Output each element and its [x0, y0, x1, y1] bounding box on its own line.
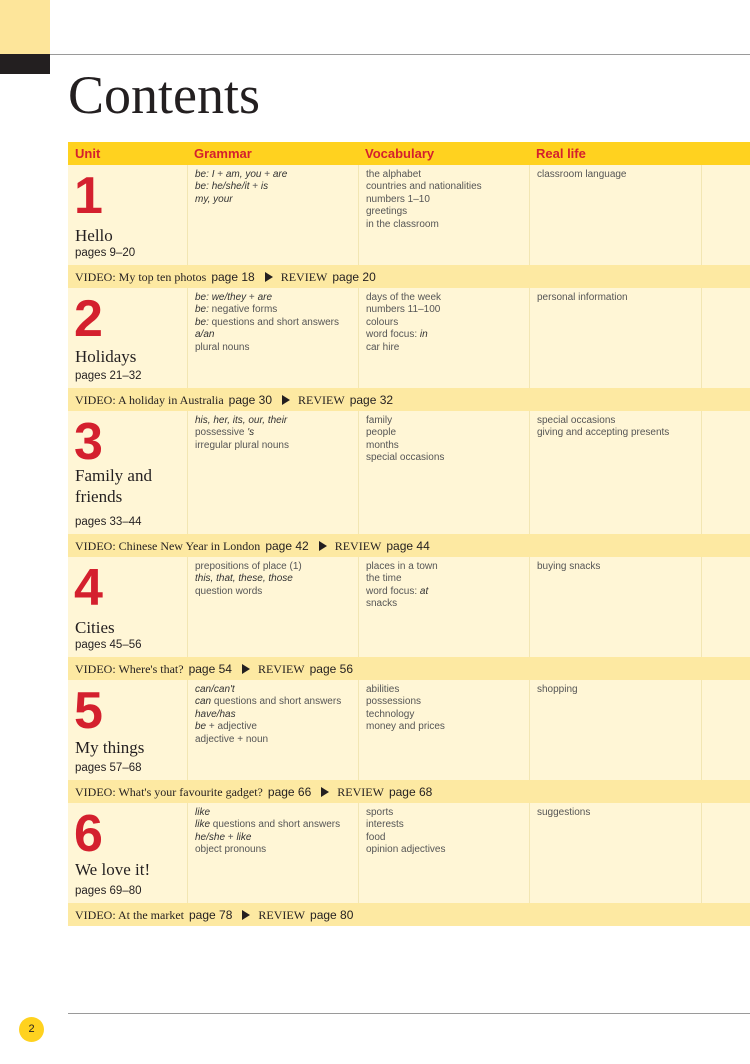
- column-cell: [358, 680, 530, 780]
- grammar-text: like: [195, 819, 211, 831]
- grammar-list: [195, 684, 355, 746]
- review-page: page 68: [388, 785, 433, 799]
- vocabulary-text: days of the week: [366, 292, 442, 303]
- corner-tab-dark: [0, 54, 50, 74]
- video-row: [68, 780, 750, 803]
- column-cell: [358, 557, 530, 657]
- grammar-text: +: [225, 831, 237, 843]
- play-triangle-icon: [321, 787, 329, 797]
- real_life-list: [537, 169, 698, 181]
- review-label: REVIEW: [337, 785, 384, 799]
- video-line: [75, 908, 353, 923]
- grammar-item: [195, 304, 355, 316]
- grammar-item: [195, 169, 355, 181]
- vocabulary-list: [366, 292, 526, 354]
- unit-block: [68, 411, 750, 534]
- real_life-list: [537, 292, 698, 304]
- column-cell: [358, 165, 530, 265]
- unit-name: My things: [75, 738, 145, 757]
- column-cell: [187, 165, 359, 265]
- grammar-list: [195, 561, 355, 598]
- column-cell: [187, 288, 359, 388]
- unit-block: [68, 680, 750, 780]
- grammar-text: like: [236, 831, 252, 843]
- unit-name: Holidays: [75, 347, 137, 366]
- review-page: page 56: [309, 662, 354, 676]
- grammar-text: I: [211, 169, 215, 180]
- vocabulary-list: [366, 415, 526, 465]
- unit-pages: pages 33–44: [75, 516, 142, 528]
- grammar-item: [195, 194, 355, 206]
- play-triangle-icon: [242, 664, 250, 674]
- grammar-text: negative forms: [208, 304, 278, 316]
- grammar-item: [195, 844, 355, 856]
- grammar-item: [195, 734, 355, 746]
- unit-number: 1: [74, 167, 103, 225]
- vocabulary-text: places in a town: [366, 561, 438, 572]
- column-cell: [187, 411, 359, 534]
- vocabulary-item: sports: [366, 807, 394, 818]
- header-unit: Unit: [75, 146, 101, 161]
- grammar-text: +: [246, 292, 258, 303]
- video-row: [68, 903, 750, 926]
- vocabulary-item: family: [366, 415, 393, 426]
- grammar-text: +: [261, 169, 273, 180]
- real_life-list: [537, 807, 698, 819]
- grammar-text: be: [195, 721, 207, 733]
- grammar-item: [195, 832, 355, 844]
- column-cell: [187, 680, 359, 780]
- unit-pages: pages 57–68: [75, 762, 142, 774]
- vocabulary-item: interests: [366, 819, 404, 831]
- real_life-item: shopping: [537, 684, 578, 695]
- grammar-text: +: [214, 169, 226, 180]
- grammar-text: + adjective: [206, 721, 257, 733]
- grammar-text: irregular plural nouns: [195, 439, 289, 451]
- real_life-item: buying snacks: [537, 561, 601, 572]
- unit-name: Hello: [75, 226, 113, 245]
- grammar-text: have/has: [195, 708, 236, 720]
- grammar-text: we/they: [211, 292, 247, 303]
- video-title: VIDEO: Where's that?: [75, 662, 184, 676]
- column-cell: [529, 680, 702, 780]
- video-title: VIDEO: What's your favourite gadget?: [75, 785, 263, 799]
- vocabulary-item: [366, 561, 526, 573]
- vocabulary-item: opinion adjectives: [366, 844, 446, 856]
- unit-pages: pages 45–56: [75, 639, 142, 651]
- vocabulary-text: snacks: [366, 598, 398, 610]
- grammar-text: prepositions of place (1): [195, 561, 302, 572]
- table-header: [68, 142, 750, 165]
- play-triangle-icon: [282, 395, 290, 405]
- grammar-item: [195, 181, 355, 193]
- video-page: page 30: [228, 393, 273, 407]
- page-title: Contents: [68, 65, 261, 125]
- grammar-text: this, that, these, those: [195, 573, 293, 585]
- grammar-text: he/she: [195, 831, 226, 843]
- grammar-item: [195, 709, 355, 721]
- grammar-list: [195, 415, 355, 452]
- video-row: [68, 657, 750, 680]
- grammar-text: my, your: [195, 193, 233, 205]
- vocabulary-list: [366, 561, 526, 611]
- unit-pages: pages 69–80: [75, 885, 142, 897]
- unit-number: 5: [74, 682, 103, 740]
- grammar-text: his, her, its, our, their: [195, 415, 288, 426]
- video-line: [75, 539, 430, 554]
- real_life-item: classroom language: [537, 169, 627, 180]
- unit-name: Cities: [75, 618, 115, 637]
- vocabulary-item: [366, 573, 526, 585]
- vocabulary-item: [366, 342, 526, 354]
- review-page: page 80: [310, 908, 354, 922]
- unit-block: [68, 165, 750, 265]
- bottom-divider: [68, 1013, 750, 1014]
- grammar-text: plural nouns: [195, 341, 250, 353]
- play-triangle-icon: [265, 272, 273, 282]
- unit-pages: pages 9–20: [75, 247, 136, 259]
- vocabulary-item: [366, 317, 526, 329]
- column-cell: [701, 680, 750, 780]
- vocabulary-text: the time: [366, 573, 402, 585]
- grammar-list: [195, 292, 355, 354]
- real_life-list: [537, 415, 698, 440]
- column-cell: [358, 288, 530, 388]
- vocabulary-item: money and prices: [366, 721, 445, 733]
- review-label: REVIEW: [298, 393, 345, 407]
- contents-table: [68, 142, 750, 926]
- play-triangle-icon: [319, 541, 327, 551]
- real_life-item: giving and accepting presents: [537, 427, 670, 439]
- grammar-text: be:: [195, 304, 209, 316]
- vocabulary-text: numbers 11–100: [366, 304, 441, 316]
- column-cell: [358, 411, 530, 534]
- column-cell: [701, 557, 750, 657]
- grammar-text: be:: [195, 292, 209, 303]
- grammar-text: question words: [195, 585, 263, 597]
- column-cell: [529, 803, 702, 903]
- grammar-text: 's: [247, 427, 255, 439]
- column-cell: [701, 803, 750, 903]
- vocabulary-item: greetings: [366, 206, 408, 218]
- play-triangle-icon: [242, 910, 250, 920]
- real_life-list: [537, 561, 698, 573]
- grammar-item: [195, 721, 355, 733]
- grammar-text: object pronouns: [195, 844, 267, 856]
- unit-name: Family and friends: [75, 466, 152, 506]
- vocabulary-text: word focus:: [366, 585, 420, 597]
- review-label: REVIEW: [334, 539, 382, 553]
- vocabulary-item: special occasions: [366, 452, 445, 464]
- grammar-text: questions and short answers: [208, 316, 339, 328]
- real_life-list: [537, 684, 698, 696]
- grammar-item: [195, 586, 355, 598]
- grammar-item: [195, 427, 355, 439]
- grammar-item: [195, 292, 355, 304]
- grammar-text: are: [257, 292, 273, 303]
- vocabulary-item: countries and nationalities: [366, 181, 482, 193]
- vocabulary-list: [366, 684, 526, 734]
- vocabulary-item: months: [366, 439, 399, 451]
- header-real-life: Real life: [536, 146, 586, 161]
- vocabulary-list: [366, 169, 526, 231]
- video-row: [68, 388, 750, 411]
- vocabulary-item: in the classroom: [366, 218, 439, 230]
- vocabulary-item: abilities: [366, 684, 400, 695]
- vocabulary-item: numbers 1–10: [366, 193, 430, 205]
- vocabulary-text: in: [419, 329, 428, 341]
- real_life-item: suggestions: [537, 807, 591, 818]
- grammar-text: be:: [195, 169, 209, 180]
- grammar-text: is: [260, 181, 269, 193]
- video-page: page 42: [265, 539, 309, 553]
- video-row: [68, 265, 750, 288]
- grammar-text: adjective + noun: [195, 733, 269, 745]
- grammar-text: a/an: [195, 329, 215, 341]
- column-cell: [701, 165, 750, 265]
- review-label: REVIEW: [257, 662, 305, 676]
- video-page: page 18: [211, 270, 255, 284]
- top-divider: [50, 54, 750, 55]
- vocabulary-item: [366, 292, 526, 304]
- grammar-text: possessive: [195, 427, 248, 439]
- unit-pages: pages 21–32: [75, 370, 142, 382]
- video-page: page 66: [267, 785, 312, 799]
- column-cell: [187, 803, 359, 903]
- video-page: page 78: [188, 908, 233, 922]
- vocabulary-item: [366, 586, 526, 598]
- column-cell: [529, 411, 702, 534]
- video-row: [68, 534, 750, 557]
- unit-number: 2: [74, 290, 103, 348]
- grammar-text: he/she/it: [211, 181, 250, 193]
- review-label: REVIEW: [258, 908, 306, 922]
- column-cell: [701, 288, 750, 388]
- corner-tab-yellow: [0, 0, 50, 54]
- unit-block: [68, 803, 750, 903]
- video-line: [75, 785, 432, 800]
- video-line: [75, 393, 393, 408]
- header-grammar: Grammar: [194, 146, 252, 161]
- review-page: page 32: [349, 393, 394, 407]
- column-cell: [187, 557, 359, 657]
- unit-block: [68, 557, 750, 657]
- grammar-item: [195, 819, 355, 831]
- grammar-list: [195, 169, 355, 206]
- video-line: [75, 662, 353, 677]
- video-title: VIDEO: My top ten photos: [75, 270, 207, 284]
- unit-name: We love it!: [75, 860, 151, 879]
- grammar-item: [195, 807, 355, 819]
- review-page: page 44: [386, 539, 430, 553]
- vocabulary-item: technology: [366, 708, 415, 720]
- column-cell: [701, 411, 750, 534]
- column-cell: [529, 557, 702, 657]
- page-number: 2: [19, 1017, 44, 1042]
- video-page: page 54: [188, 662, 232, 676]
- grammar-list: [195, 807, 355, 857]
- grammar-text: can: [195, 696, 212, 708]
- grammar-text: questions and short answers: [210, 819, 341, 831]
- grammar-text: like: [195, 807, 211, 818]
- vocabulary-list: [366, 807, 526, 857]
- unit-number: 4: [74, 559, 103, 617]
- review-page: page 20: [332, 270, 376, 284]
- grammar-text: am, you: [225, 169, 262, 180]
- video-title: VIDEO: A holiday in Australia: [75, 393, 224, 407]
- unit-number: 3: [74, 413, 103, 471]
- vocabulary-text: car hire: [366, 341, 400, 353]
- column-cell: [529, 288, 702, 388]
- grammar-item: [195, 573, 355, 585]
- vocabulary-item: possessions: [366, 696, 422, 708]
- column-cell: [358, 803, 530, 903]
- vocabulary-item: food: [366, 831, 386, 843]
- vocabulary-text: at: [419, 585, 429, 597]
- grammar-text: can/can't: [195, 684, 235, 695]
- column-cell: [529, 165, 702, 265]
- grammar-item: [195, 684, 355, 696]
- vocabulary-item: the alphabet: [366, 169, 422, 180]
- real_life-item: personal information: [537, 292, 628, 303]
- real_life-item: special occasions: [537, 415, 616, 426]
- unit-block: [68, 288, 750, 388]
- grammar-text: be:: [195, 316, 209, 328]
- grammar-item: [195, 696, 355, 708]
- grammar-item: [195, 317, 355, 329]
- vocabulary-item: [366, 304, 526, 316]
- grammar-text: be:: [195, 181, 209, 193]
- grammar-item: [195, 415, 355, 427]
- vocabulary-text: word focus:: [366, 329, 420, 341]
- video-title: VIDEO: Chinese New Year in London: [75, 539, 261, 553]
- grammar-text: questions and short answers: [211, 696, 342, 708]
- grammar-item: [195, 440, 355, 452]
- grammar-text: +: [249, 181, 261, 193]
- grammar-item: [195, 561, 355, 573]
- grammar-item: [195, 329, 355, 341]
- vocabulary-item: [366, 598, 526, 610]
- grammar-item: [195, 342, 355, 354]
- header-vocabulary: Vocabulary: [365, 146, 435, 161]
- review-label: REVIEW: [280, 270, 328, 284]
- unit-number: 6: [74, 805, 103, 863]
- vocabulary-text: colours: [366, 316, 399, 328]
- video-line: [75, 270, 376, 285]
- video-title: VIDEO: At the market: [75, 908, 184, 922]
- grammar-text: are: [272, 169, 288, 180]
- vocabulary-item: people: [366, 427, 397, 439]
- units-list: [68, 165, 750, 926]
- vocabulary-item: [366, 329, 526, 341]
